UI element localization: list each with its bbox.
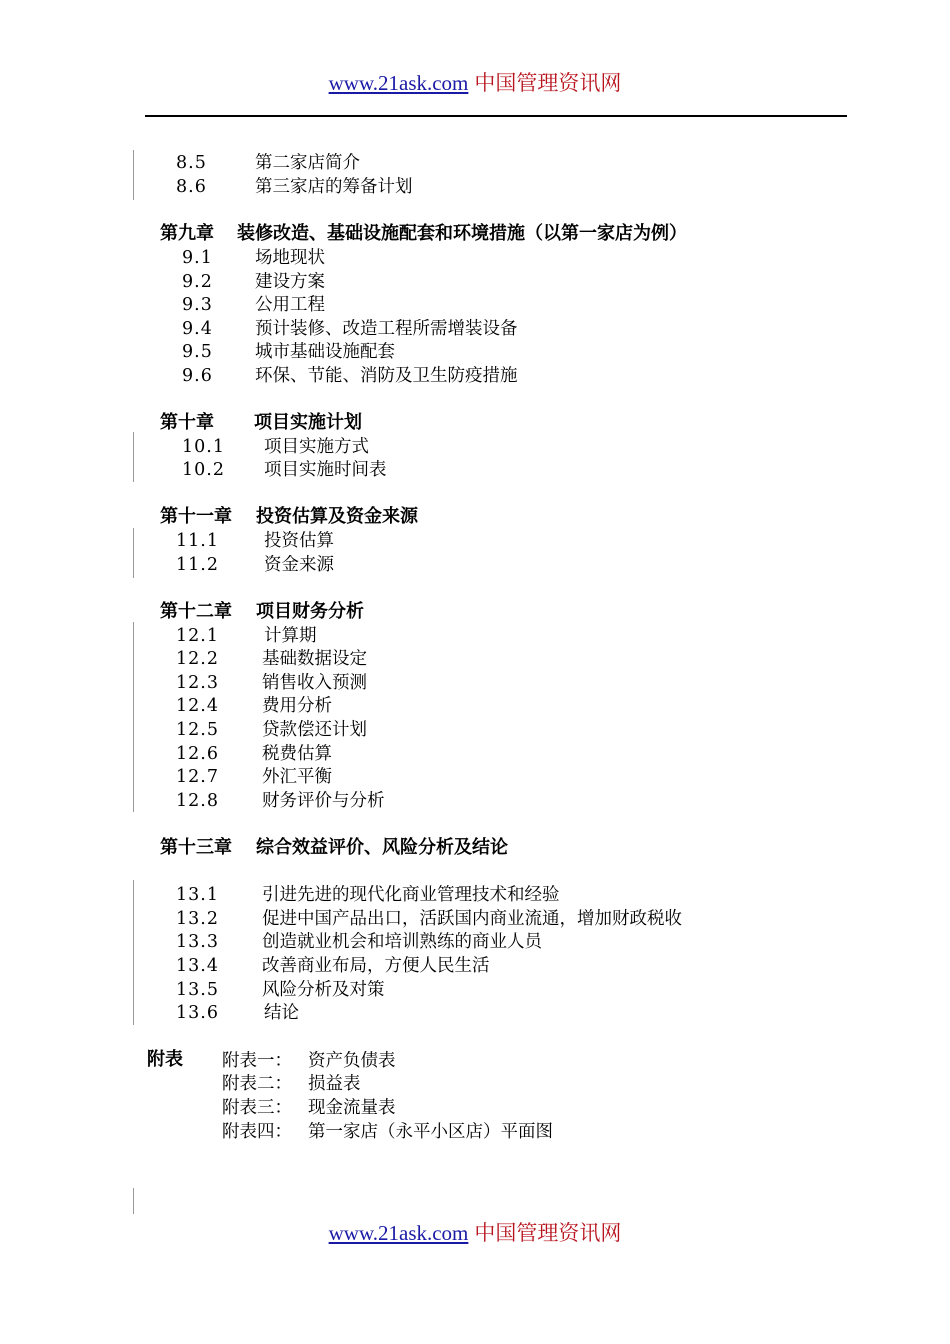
toc-item-number: 13.5 — [176, 980, 219, 1000]
page-footer — [0, 1220, 950, 1246]
toc-item-title: 投资估算 — [264, 531, 334, 551]
margin-mark — [133, 622, 134, 812]
toc-item-number: 9.5 — [182, 342, 213, 362]
toc-item-number: 10.1 — [182, 437, 225, 457]
toc-item-number: 12.6 — [176, 744, 219, 764]
toc-item-title: 资金来源 — [264, 555, 334, 575]
appendix-item-label: 附表四： — [222, 1122, 292, 1142]
footer-site-name: 中国管理资讯网 — [474, 1221, 622, 1245]
toc-item-title: 项目实施时间表 — [264, 460, 387, 480]
toc-item-title: 销售收入预测 — [262, 673, 367, 693]
toc-item-title: 建设方案 — [255, 272, 325, 292]
toc-item-title: 创造就业机会和培训熟练的商业人员 — [262, 932, 542, 952]
margin-mark — [133, 432, 134, 482]
toc-item-number: 11.2 — [176, 555, 219, 575]
toc-item-title: 计算期 — [264, 626, 317, 646]
appendix-item-label: 附表二： — [222, 1074, 292, 1094]
toc-item-title: 税费估算 — [262, 744, 332, 764]
appendix-item-label: 附表一： — [222, 1051, 292, 1071]
chapter-title: 项目财务分析 — [256, 601, 364, 622]
toc-item-title: 费用分析 — [262, 696, 332, 716]
appendix-item-title: 损益表 — [308, 1074, 361, 1094]
toc-item-number: 9.2 — [182, 272, 213, 292]
toc-item-number: 12.3 — [176, 673, 219, 693]
toc-item-number: 8.5 — [176, 153, 207, 173]
chapter-number: 第十三章 — [160, 837, 232, 858]
toc-item-title: 财务评价与分析 — [262, 791, 385, 811]
page-header — [0, 70, 950, 96]
toc-item-title: 结论 — [264, 1003, 299, 1023]
toc-item-number: 13.2 — [176, 909, 219, 929]
toc-item-number: 8.6 — [176, 177, 207, 197]
margin-mark — [133, 150, 134, 200]
toc-item-title: 预计装修、改造工程所需增装设备 — [255, 319, 518, 339]
chapter-number: 第十章 — [160, 412, 214, 433]
footer-site-link[interactable]: www.21ask.com — [328, 1221, 469, 1245]
toc-item-number: 13.3 — [176, 932, 219, 952]
chapter-title: 项目实施计划 — [254, 412, 362, 433]
toc-item-title: 外汇平衡 — [262, 767, 332, 787]
toc-item-number: 13.1 — [176, 885, 219, 905]
toc-item-title: 引进先进的现代化商业管理技术和经验 — [262, 885, 560, 905]
toc-item-title: 改善商业布局，方便人民生活 — [262, 956, 490, 976]
chapter-title: 装修改造、基础设施配套和环境措施（以第一家店为例） — [237, 223, 687, 244]
chapter-number: 第十一章 — [160, 506, 232, 527]
toc-item-number: 12.7 — [176, 767, 219, 787]
chapter-number: 第九章 — [160, 223, 214, 244]
toc-item-title: 第二家店简介 — [255, 153, 360, 173]
margin-mark — [133, 528, 134, 578]
toc-item-title: 第三家店的筹备计划 — [255, 177, 413, 197]
toc-item-title: 环保、节能、消防及卫生防疫措施 — [255, 366, 518, 386]
toc-item-title: 贷款偿还计划 — [262, 720, 367, 740]
chapter-number: 第十二章 — [160, 601, 232, 622]
toc-item-title: 公用工程 — [255, 295, 325, 315]
appendix-item-title: 现金流量表 — [308, 1098, 396, 1118]
toc-item-title: 场地现状 — [255, 248, 325, 268]
chapter-title: 综合效益评价、风险分析及结论 — [256, 837, 508, 858]
header-divider — [145, 115, 847, 117]
margin-mark — [133, 880, 134, 1025]
toc-item-title: 城市基础设施配套 — [255, 342, 395, 362]
margin-mark — [133, 1188, 134, 1214]
appendix-heading: 附表 — [147, 1049, 183, 1070]
toc-item-title: 基础数据设定 — [262, 649, 367, 669]
toc-item-number: 12.4 — [176, 696, 219, 716]
toc-item-number: 9.4 — [182, 319, 213, 339]
toc-item-number: 13.6 — [176, 1003, 219, 1023]
toc-item-title: 项目实施方式 — [264, 437, 369, 457]
toc-item-number: 12.1 — [176, 626, 219, 646]
toc-item-number: 10.2 — [182, 460, 225, 480]
toc-item-title: 风险分析及对策 — [262, 980, 385, 1000]
chapter-title: 投资估算及资金来源 — [256, 506, 418, 527]
toc-item-number: 12.2 — [176, 649, 219, 669]
toc-item-number: 9.3 — [182, 295, 213, 315]
appendix-item-title: 资产负债表 — [308, 1051, 396, 1071]
header-site-name: 中国管理资讯网 — [474, 71, 622, 95]
toc-item-number: 9.6 — [182, 366, 213, 386]
header-site-link[interactable]: www.21ask.com — [328, 71, 469, 95]
appendix-item-title: 第一家店（永平小区店）平面图 — [308, 1122, 553, 1142]
toc-item-number: 12.8 — [176, 791, 219, 811]
toc-item-number: 11.1 — [176, 531, 219, 551]
toc-item-number: 12.5 — [176, 720, 219, 740]
toc-item-number: 9.1 — [182, 248, 213, 268]
toc-item-number: 13.4 — [176, 956, 219, 976]
appendix-item-label: 附表三： — [222, 1098, 292, 1118]
toc-item-title: 促进中国产品出口，活跃国内商业流通，增加财政税收 — [262, 909, 682, 929]
